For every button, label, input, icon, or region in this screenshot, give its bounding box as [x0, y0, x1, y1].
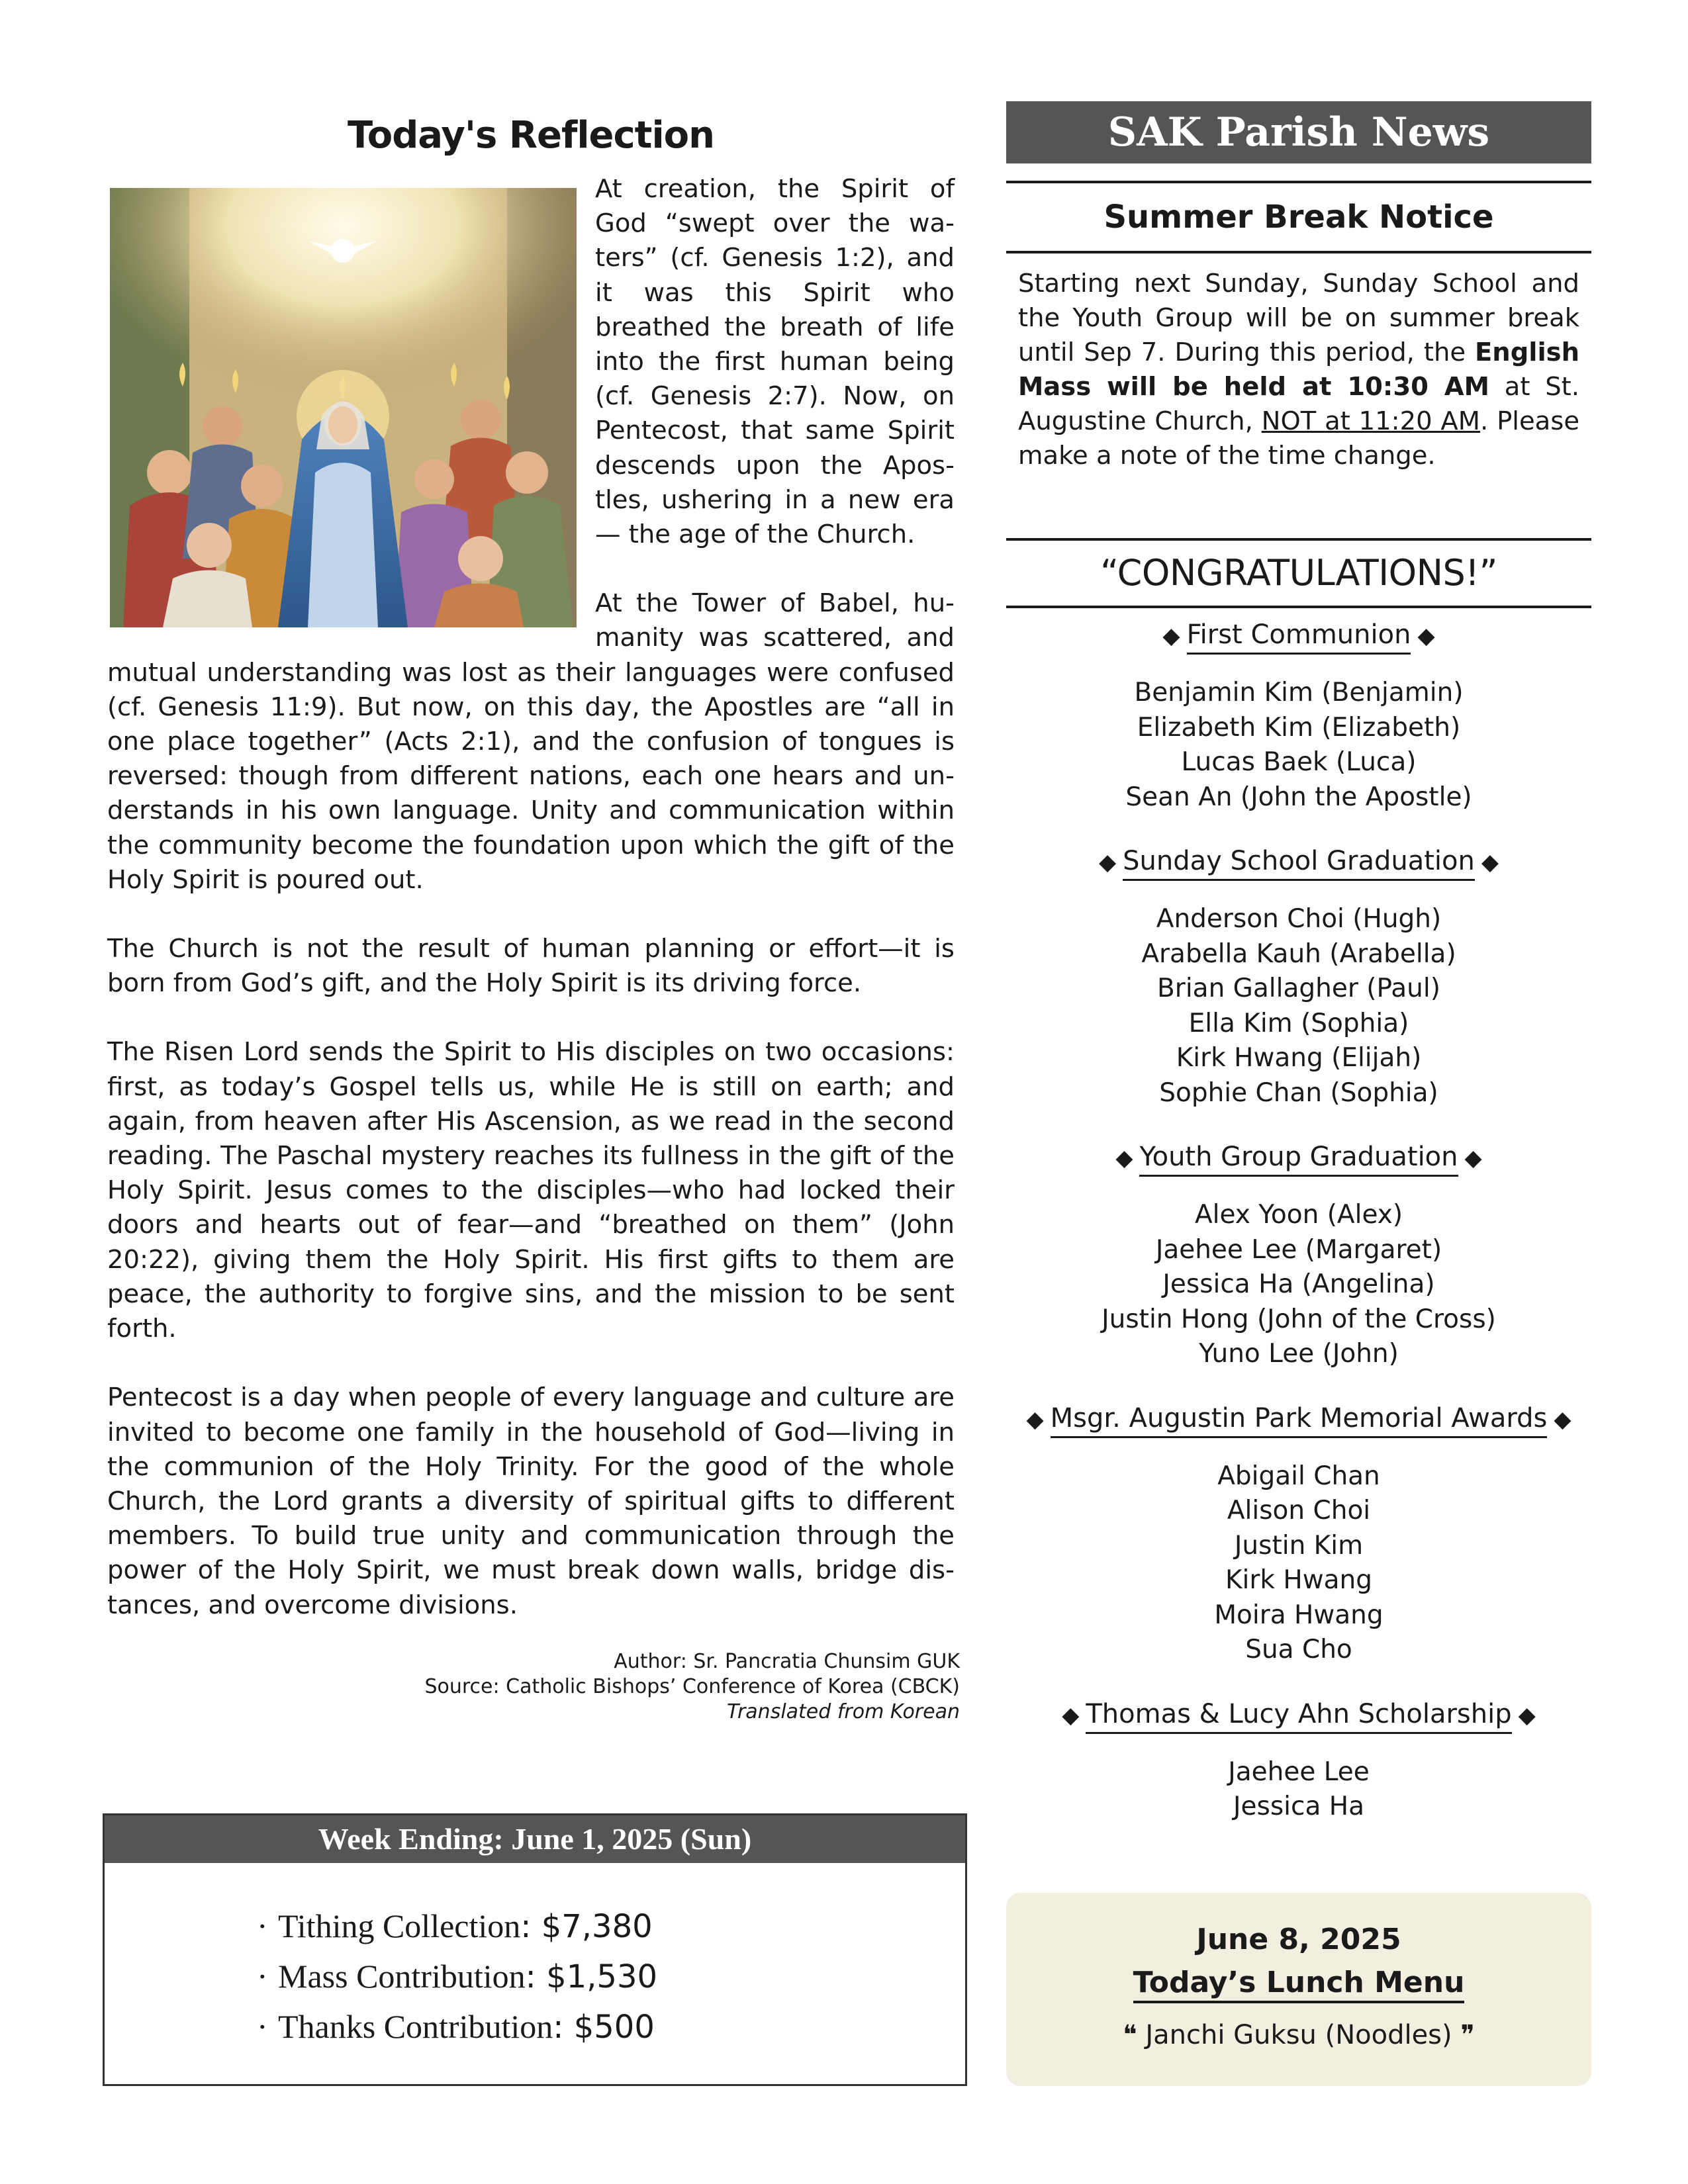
notice-emphasis: English Mass will be held at 10:30 AM	[1018, 338, 1579, 402]
award-title: Youth Group Graduation	[1139, 1142, 1458, 1177]
reflection-column	[107, 99, 960, 1725]
diamond-icon: ◆	[1098, 849, 1117, 876]
lunch-title: Today’s Lunch Menu	[1133, 1966, 1465, 2003]
reflection-credits	[107, 1649, 960, 1725]
honoree-name: Alison Choi	[1227, 1496, 1371, 1525]
pentecost-painting-icon	[110, 188, 577, 627]
reflection-paragraph-2: At the Tower of Babel, humanity was scattered, and mutual understanding was lost as their languages were confused (cf. Genesis 11:9). But now, on this day, the Apostles are “all in one place together” (Acts 2:1), and the confusion of tongues is reversed: though from different nations, each one hears and understands in his own language. Unity and communication within the community become the foundation upon which the gift of the Holy Spirit is poured out.	[107, 588, 955, 895]
award-sunday-school-graduation	[1006, 844, 1591, 1111]
awards-list	[1006, 608, 1591, 1825]
lunch-menu-item: ❝ Janchi Guksu (Noodles) ❞	[1123, 2020, 1475, 2050]
honoree-name: Benjamin Kim (Benjamin)	[1134, 678, 1464, 707]
week-ending-header: Week Ending: June 1, 2025 (Sun)	[105, 1815, 965, 1863]
contribution-amount: : $500	[553, 2009, 655, 2046]
week-ending-box	[103, 1813, 967, 2086]
lunch-title-wrap	[1006, 1963, 1591, 2003]
honoree-name: Kirk Hwang	[1225, 1565, 1373, 1595]
contribution-item: · Tithing Collection: $7,380	[257, 1907, 653, 1945]
honoree-name: Yuno Lee (John)	[1199, 1339, 1399, 1369]
parish-news-masthead: SAK Parish News	[1006, 101, 1591, 163]
reflection-title: Today's Reflection	[347, 114, 714, 157]
author-line: Author: Sr. Pancratia Chunsim GUK	[614, 1649, 960, 1673]
honoree-name: Justin Hong (John of the Cross)	[1102, 1304, 1496, 1334]
award-title: Thomas & Lucy Ahn Scholarship	[1086, 1699, 1511, 1734]
honoree-name: Sua Cho	[1245, 1635, 1352, 1664]
reflection-article	[107, 172, 955, 1623]
diamond-icon: ◆	[1417, 623, 1435, 649]
reflection-paragraph-1: At creation, the Spirit of God “swept over the waters” (cf. Genesis 1:2), and it was this Spirit who breathed the breath of life into the first human being (cf. Genesis 2:7). Now, on Pentecost, that same Spirit descends upon the Apostles, ushering in a new era— the age of the Church.	[595, 174, 955, 550]
award-memorial-awards	[1006, 1401, 1591, 1668]
diamond-icon: ◆	[1518, 1702, 1536, 1729]
award-title: First Communion	[1187, 619, 1411, 655]
summer-break-title: Summer Break Notice	[1103, 199, 1494, 236]
diamond-icon: ◆	[1464, 1145, 1482, 1171]
contribution-amount: : $7,380	[520, 1908, 653, 1945]
congratulations-title: “CONGRATULATIONS!”	[1100, 552, 1497, 594]
honoree-name: Jessica Ha (Angelina)	[1162, 1269, 1435, 1299]
honoree-name: Abigail Chan	[1217, 1461, 1380, 1491]
lunch-menu-box	[1006, 1893, 1591, 2086]
notice-text: Starting next Sunday, Sunday School and the Youth Group will be on summer break until Sep 7. During this period, the	[1018, 269, 1579, 367]
notice-text: at St. Augustine Church,	[1018, 372, 1579, 436]
honoree-name: Lucas Baek (Luca)	[1181, 747, 1417, 777]
honoree-name: Sophie Chan (Sophia)	[1159, 1077, 1438, 1108]
honoree-name: Alex Yoon (Alex)	[1194, 1200, 1403, 1230]
contribution-label: Mass Contribution	[278, 1958, 526, 1995]
award-first-communion	[1006, 617, 1591, 815]
contribution-label: Tithing Collection	[278, 1907, 521, 1944]
honoree-name: Arabella Kauh (Arabella)	[1141, 938, 1456, 969]
contribution-label: Thanks Contribution	[278, 2008, 553, 2045]
diamond-icon: ◆	[1115, 1145, 1133, 1171]
contribution-amount: : $1,530	[525, 1958, 658, 1995]
notice-underline: NOT at 11:20 AM	[1261, 406, 1480, 436]
honoree-name: Anderson Choi (Hugh)	[1156, 904, 1442, 934]
honoree-name: Justin Kim	[1234, 1530, 1364, 1561]
contribution-item: · Thanks Contribution: $500	[257, 2008, 655, 2046]
diamond-icon: ◆	[1554, 1406, 1571, 1433]
translated-line: Translated from Korean	[726, 1700, 960, 1723]
honoree-name: Kirk Hwang (Elijah)	[1176, 1043, 1422, 1073]
honoree-name: Jessica Ha	[1233, 1792, 1364, 1821]
honoree-name: Ella Kim (Sophia)	[1188, 1008, 1409, 1038]
honoree-name: Jaehee Lee	[1228, 1756, 1370, 1787]
honoree-name: Brian Gallagher (Paul)	[1157, 974, 1440, 1003]
honoree-name: Moira Hwang	[1214, 1600, 1383, 1630]
reflection-paragraph-4: The Risen Lord sends the Spirit to His disciples on two occasions: first, as today’s Gospel tells us, while He is still on earth; and again, from heaven after His Ascension, as we read in the second reading. The Paschal mystery reaches its fullness in the gift of the Holy Spirit. Jesus comes to the disciples—who had locked their doors and hearts out of fear—and “breathed on them” (John 20:22), giving them the Holy Spirit. His first gifts to them are peace, the authority to forgive sins, and the mission to be sent forth.	[107, 1037, 955, 1344]
diamond-icon: ◆	[1481, 849, 1499, 876]
honoree-name: Jaehee Lee (Margaret)	[1155, 1234, 1442, 1265]
diamond-icon: ◆	[1026, 1406, 1044, 1433]
reflection-paragraph-5: Pentecost is a day when people of every language and culture are invited to become one family in the household of God—living in the communion of the Holy Trinity. For the good of the whole Church, the Lord grants a diversity of spiritual gifts to different members. To build true unity and communication through the power of the Holy Spirit, we must break down walls, bridge distances, and overcome divisions.	[107, 1383, 955, 1620]
award-title: Msgr. Augustin Park Memorial Awards	[1051, 1403, 1548, 1438]
summer-break-notice	[1006, 253, 1591, 538]
contribution-list	[105, 1863, 965, 2052]
source-line: Source: Catholic Bishops’ Conference of Korea (CBCK)	[424, 1674, 960, 1698]
award-youth-group-graduation	[1006, 1140, 1591, 1372]
honoree-name: Elizabeth Kim (Elizabeth)	[1137, 712, 1461, 743]
diamond-icon: ◆	[1062, 1702, 1080, 1729]
contribution-item: · Mass Contribution: $1,530	[257, 1958, 658, 1995]
honoree-name: Sean An (John the Apostle)	[1125, 782, 1472, 812]
parish-news-column	[1006, 101, 1591, 1854]
reflection-paragraph-3: The Church is not the result of human planning or effort—it is born from God’s gift, and the Holy Spirit is its driving force.	[107, 934, 955, 999]
lunch-date: June 8, 2025	[1196, 1923, 1401, 1956]
award-ahn-scholarship	[1006, 1697, 1591, 1825]
notice-text: . Please make a note of the time change.	[1018, 406, 1580, 471]
award-title: Sunday School Graduation	[1123, 846, 1475, 881]
diamond-icon: ◆	[1162, 623, 1180, 649]
